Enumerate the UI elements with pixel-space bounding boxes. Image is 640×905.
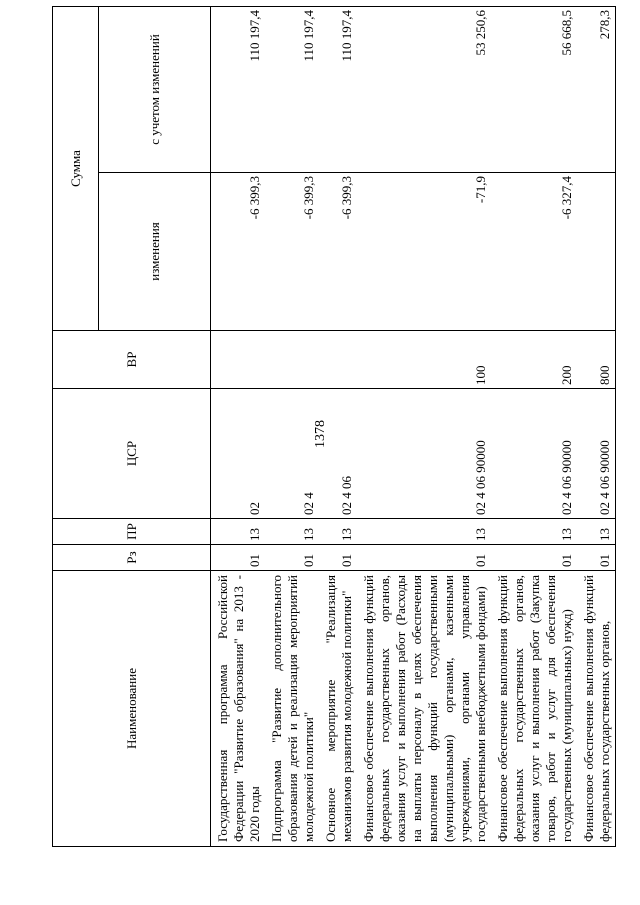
page-number: 1378 xyxy=(313,420,328,448)
row-vr: 200 xyxy=(491,331,577,389)
row-vr: 100 xyxy=(357,331,491,389)
table-body xyxy=(211,7,616,847)
row-pr: 13 xyxy=(211,519,266,545)
row-total: 110 197,4 xyxy=(265,7,319,173)
row-vr xyxy=(211,331,266,389)
row-csr: 02 4 06 90000 xyxy=(357,389,491,519)
row-vr: 800 xyxy=(577,331,616,389)
table-header xyxy=(53,7,211,847)
row-pr: 13 xyxy=(577,519,616,545)
header-name: Наименование xyxy=(53,571,211,847)
row-total: 53 250,6 xyxy=(357,7,491,173)
header-csr: ЦСР xyxy=(53,389,211,519)
row-change: -6 399,3 xyxy=(319,173,357,331)
row-change: -6 399,3 xyxy=(211,173,266,331)
row-total: 56 668,5 xyxy=(491,7,577,173)
row-rz: 01 xyxy=(577,545,616,571)
row-change: -71,9 xyxy=(357,173,491,331)
table-row xyxy=(211,7,266,847)
header-total: с учетом изменений xyxy=(99,7,211,173)
row-vr xyxy=(265,331,319,389)
row-csr: 02 4 06 90000 xyxy=(491,389,577,519)
row-rz: 01 xyxy=(265,545,319,571)
row-name: Основное мероприятие "Реализация механизмов развития молодежной политики" xyxy=(319,571,357,847)
row-total: 110 197,4 xyxy=(211,7,266,173)
row-name: Финансовое обеспечение выполнения функций федеральных государственных органов, оказания услуг и выполнения работ (Расходы на выплаты персоналу в целях обеспечения выполнения функций государственными (муниципальными) органами, казенными учреждениями, органами управления государственными внебюджетными фондами) xyxy=(357,571,491,847)
row-csr: 02 4 06 xyxy=(319,389,357,519)
rotated-page-content xyxy=(52,7,640,847)
row-change xyxy=(577,173,616,331)
row-pr: 13 xyxy=(319,519,357,545)
row-csr: 02 4 xyxy=(265,389,319,519)
header-rz: Рз xyxy=(53,545,211,571)
row-name: Подпрограмма "Развитие дополнительного образования детей и реализация мероприятий молодежной политики" xyxy=(265,571,319,847)
row-total: 278,3 xyxy=(577,7,616,173)
row-pr: 13 xyxy=(491,519,577,545)
row-csr: 02 4 06 90000 xyxy=(577,389,616,519)
header-change: изменения xyxy=(99,173,211,331)
budget-table xyxy=(52,6,616,847)
row-name: Финансовое обеспечение выполнения функций федеральных государственных органов, оказания услуг и выполнения работ (Закупка товаров, работ и услуг для обеспечения государственных (муниципальных) нужд) xyxy=(491,571,577,847)
row-name: Государственная программа Российской Федерации "Развитие образования" на 2013 - 2020 годы xyxy=(211,571,266,847)
table-row xyxy=(319,7,357,847)
table-row xyxy=(265,7,319,847)
row-rz: 01 xyxy=(357,545,491,571)
row-pr: 13 xyxy=(357,519,491,545)
row-rz: 01 xyxy=(211,545,266,571)
row-rz: 01 xyxy=(319,545,357,571)
row-pr: 13 xyxy=(265,519,319,545)
table-row xyxy=(577,7,616,847)
header-pr: ПР xyxy=(53,519,211,545)
row-rz: 01 xyxy=(491,545,577,571)
row-total: 110 197,4 xyxy=(319,7,357,173)
table-row xyxy=(357,7,491,847)
row-change: -6 399,3 xyxy=(265,173,319,331)
row-csr: 02 xyxy=(211,389,266,519)
row-vr xyxy=(319,331,357,389)
row-name: Финансовое обеспечение выполнения функций федеральных государственных органов, xyxy=(577,571,616,847)
header-vr: ВР xyxy=(53,331,211,389)
header-sum: Сумма xyxy=(53,7,99,331)
table-row xyxy=(491,7,577,847)
row-change: -6 327,4 xyxy=(491,173,577,331)
